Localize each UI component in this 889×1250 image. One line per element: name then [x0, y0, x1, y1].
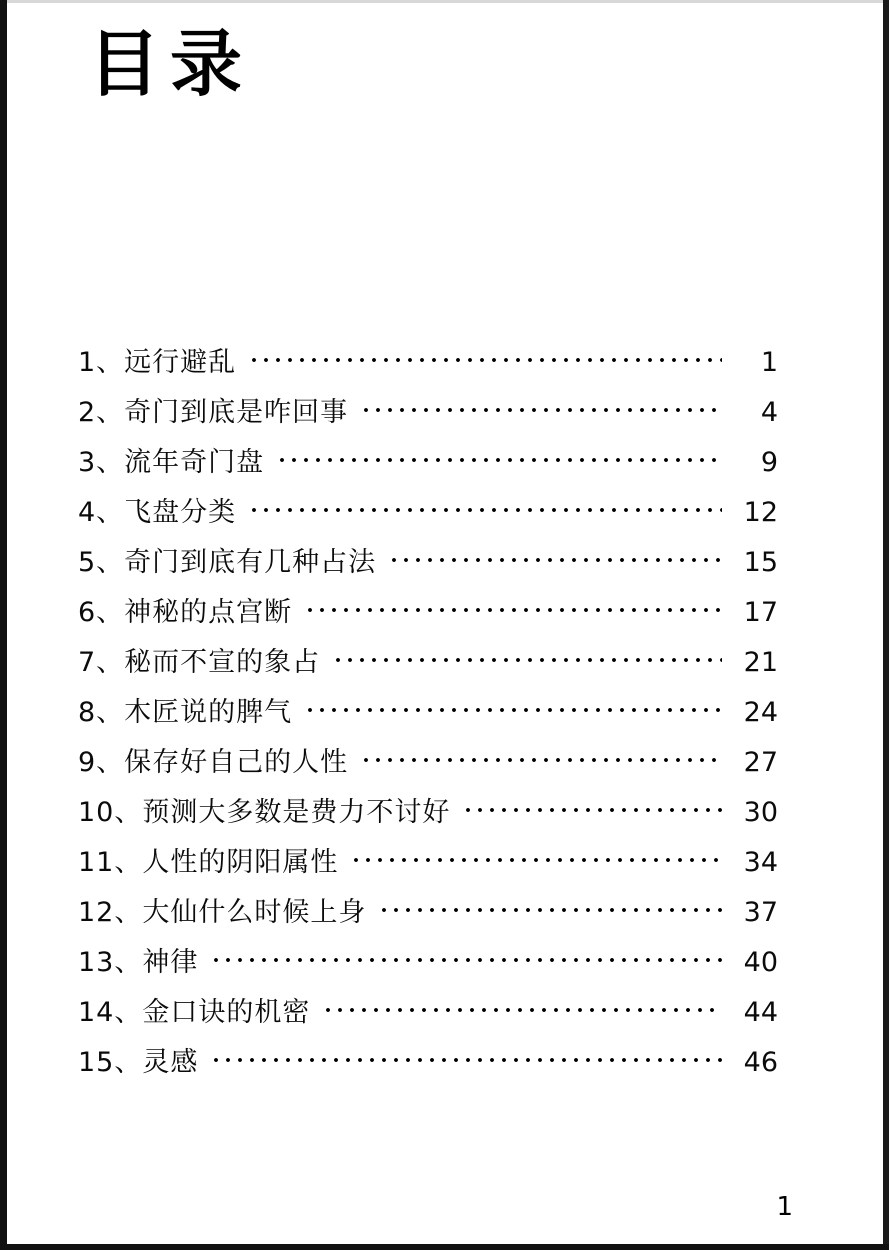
toc-entry[interactable]	[78, 340, 778, 390]
toc-leader-dots	[378, 894, 722, 921]
toc-leader-dots	[332, 644, 722, 671]
toc-entry-page: 40	[743, 947, 778, 978]
toc-entry-label: 13、神律	[78, 947, 199, 978]
toc-entry-page: 30	[743, 797, 778, 828]
toc-entry[interactable]	[78, 390, 778, 440]
scan-edge-left	[0, 0, 7, 1250]
toc-entry-page: 15	[743, 547, 778, 578]
toc-entry-label: 15、灵感	[78, 1047, 199, 1078]
toc-leader-dots	[322, 994, 722, 1021]
toc-leader-dots	[210, 944, 722, 971]
toc-entry[interactable]	[78, 740, 778, 790]
toc-entry-label: 14、金口诀的机密	[78, 997, 311, 1028]
table-of-contents	[78, 340, 778, 1090]
toc-entry-label: 3、流年奇门盘	[78, 447, 265, 478]
toc-entry-page: 1	[760, 347, 778, 378]
toc-entry[interactable]	[78, 790, 778, 840]
toc-entry[interactable]	[78, 540, 778, 590]
toc-entry-label: 10、预测大多数是费力不讨好	[78, 797, 451, 828]
toc-leader-dots	[360, 744, 722, 771]
toc-entry[interactable]	[78, 940, 778, 990]
toc-entry[interactable]	[78, 440, 778, 490]
toc-entry-page: 4	[760, 397, 778, 428]
toc-entry[interactable]	[78, 890, 778, 940]
toc-entry[interactable]	[78, 990, 778, 1040]
toc-leader-dots	[210, 1044, 722, 1071]
toc-entry[interactable]	[78, 640, 778, 690]
toc-leader-dots	[248, 344, 722, 371]
toc-entry-label: 2、奇门到底是咋回事	[78, 397, 349, 428]
toc-leader-dots	[304, 594, 722, 621]
toc-entry-label: 12、大仙什么时候上身	[78, 897, 367, 928]
scan-edge-top	[0, 0, 889, 3]
toc-entry[interactable]	[78, 690, 778, 740]
toc-entry-page: 9	[760, 447, 778, 478]
page-number: 1	[776, 1192, 793, 1222]
toc-entry-label: 7、秘而不宣的象占	[78, 647, 321, 678]
toc-entry-label: 6、神秘的点宫断	[78, 597, 293, 628]
toc-entry[interactable]	[78, 590, 778, 640]
toc-entry-page: 24	[743, 697, 778, 728]
toc-entry-label: 8、木匠说的脾气	[78, 697, 293, 728]
toc-leader-dots	[462, 794, 722, 821]
toc-entry-label: 1、远行避乱	[78, 347, 237, 378]
toc-entry-page: 44	[743, 997, 778, 1028]
toc-entry-page: 12	[743, 497, 778, 528]
toc-leader-dots	[304, 694, 722, 721]
toc-entry-page: 21	[743, 647, 778, 678]
toc-entry[interactable]	[78, 490, 778, 540]
page-title: 目录	[88, 21, 253, 106]
toc-entry-page: 46	[743, 1047, 778, 1078]
toc-entry-page: 34	[743, 847, 778, 878]
scan-edge-right	[883, 0, 889, 1250]
toc-entry-page: 27	[743, 747, 778, 778]
toc-entry-page: 17	[743, 597, 778, 628]
toc-entry-label: 11、人性的阴阳属性	[78, 847, 339, 878]
toc-entry-label: 9、保存好自己的人性	[78, 747, 349, 778]
toc-leader-dots	[276, 444, 722, 471]
toc-entry-label: 4、飞盘分类	[78, 497, 237, 528]
toc-entry[interactable]	[78, 1040, 778, 1090]
toc-entry[interactable]	[78, 840, 778, 890]
toc-leader-dots	[388, 544, 722, 571]
toc-leader-dots	[248, 494, 722, 521]
scan-edge-bottom	[0, 1244, 889, 1250]
toc-leader-dots	[360, 394, 722, 421]
toc-entry-label: 5、奇门到底有几种占法	[78, 547, 377, 578]
toc-entry-page: 37	[743, 897, 778, 928]
toc-leader-dots	[350, 844, 722, 871]
